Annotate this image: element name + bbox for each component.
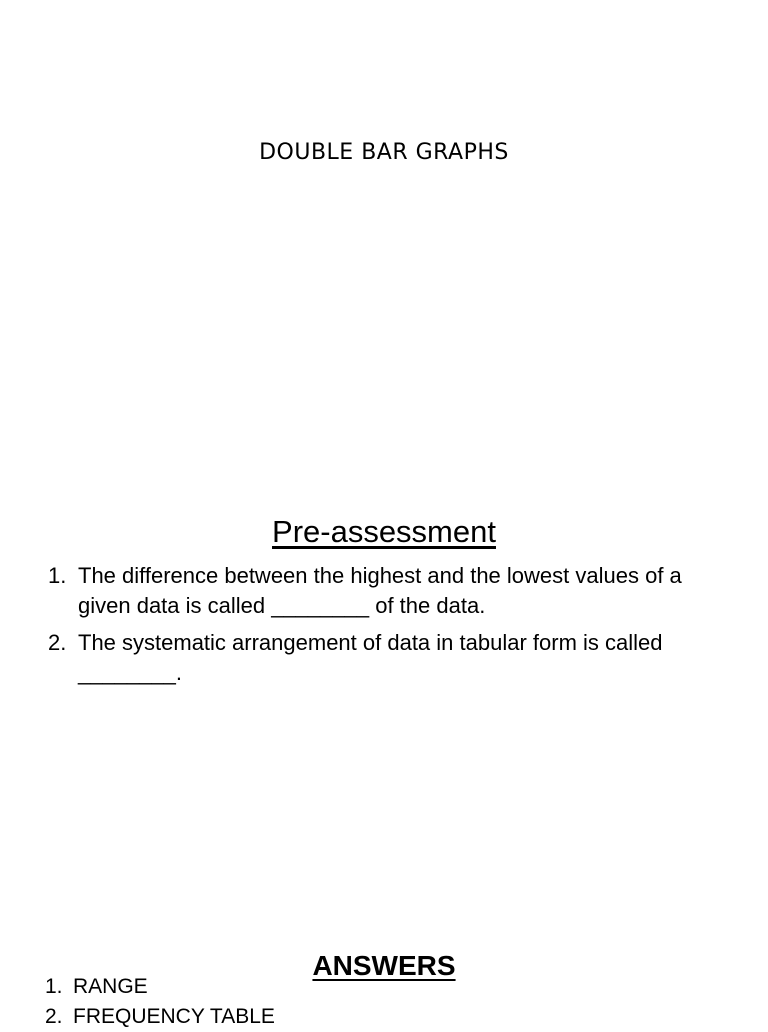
answer-text: RANGE	[73, 975, 148, 998]
page-title: DOUBLE BAR GRAPHS	[259, 140, 509, 165]
answer-item	[38, 1002, 538, 1032]
question-text: The difference between the highest and the lowest values of a given data is called ________ of the data.	[78, 563, 682, 618]
question-item	[38, 628, 718, 688]
question-number: 2.	[48, 630, 67, 655]
question-text: The systematic arrangement of data in tabular form is called ________.	[78, 630, 663, 685]
answer-item	[38, 972, 538, 1002]
answer-number: 1.	[45, 975, 63, 998]
pre-assessment-heading: Pre-assessment	[272, 514, 496, 549]
answer-text: FREQUENCY TABLE	[73, 1005, 275, 1028]
question-list	[38, 561, 718, 695]
question-number: 1.	[48, 563, 67, 588]
answer-list	[38, 972, 538, 1032]
question-item	[38, 561, 718, 621]
answers-heading: ANSWERS	[312, 950, 456, 981]
answer-number: 2.	[45, 1005, 63, 1028]
